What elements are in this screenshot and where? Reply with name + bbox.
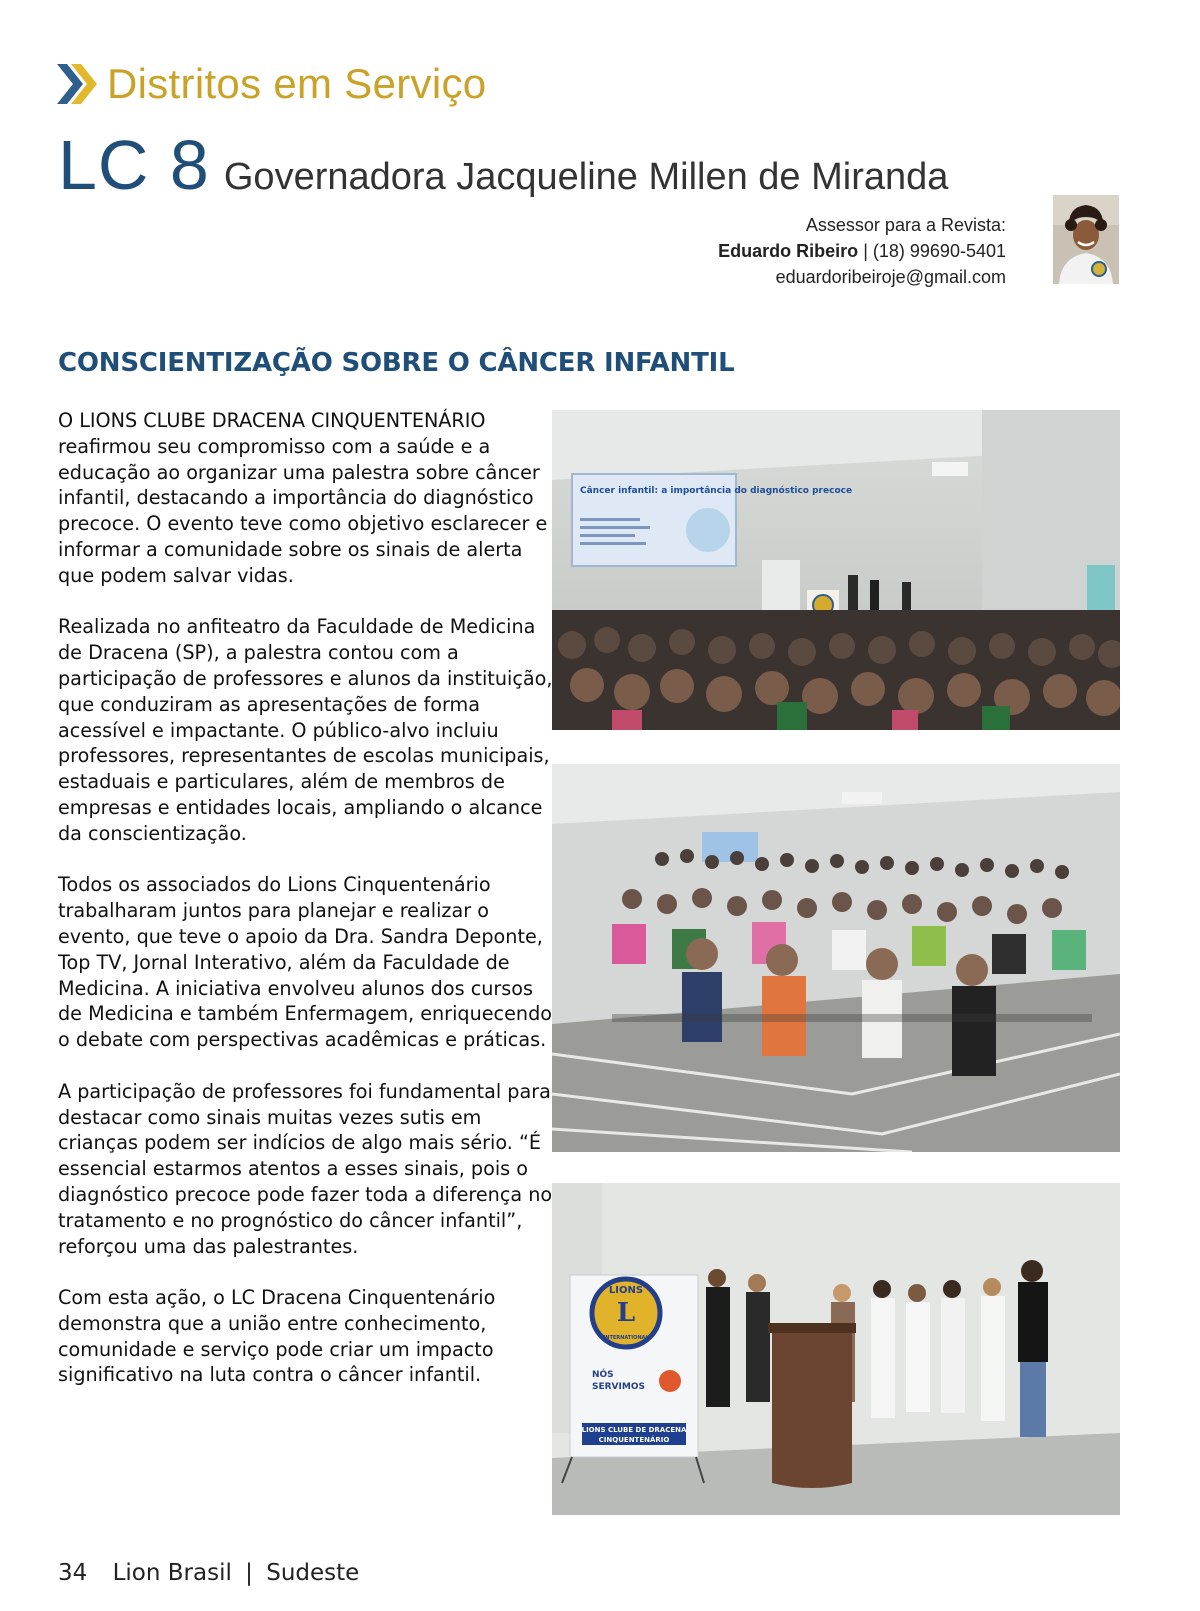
article-headline: CONSCIENTIZAÇÃO SOBRE O CÂNCER INFANTIL [58, 348, 735, 378]
article-paragraph: O LIONS CLUBE DRACENA CINQUENTENÁRIO reafirmou seu compromisso com a saúde e a educação ao organizar uma palestra sobre câncer infantil, destacando a importância do diagnóstico precoce. O evento teve como objetivo esclarecer e informar a comunidade sobre os sinais de alerta que podem salvar vidas. [58, 409, 548, 587]
advisor-label: Assessor para a Revista: [805, 215, 1006, 235]
banner-motto-line2: SERVIMOS [592, 1382, 645, 1392]
article-paragraph: A participação de professores foi fundamental para destacar como sinais muitas vezes sutis em crianças podem ser indícios de algo mais sério. “É essencial estarmos atentos a esses sinais, pois o diagnóstico precoce pode fazer toda a diferença no tratamento e no prognóstico do câncer infantil”, reforçou uma das palestrantes. [58, 1079, 553, 1258]
advisor-phone: (18) 99690-5401 [872, 241, 1006, 261]
advisor-info [718, 212, 1006, 290]
svg-text:L: L [616, 1298, 636, 1328]
page-footer [58, 1560, 359, 1586]
slide-title: Câncer infantil: a importância do diagnóstico precoce [580, 486, 853, 496]
advisor-name: Eduardo Ribeiro [718, 241, 859, 261]
photo-audience [552, 764, 1120, 1152]
footer-separator: | [245, 1560, 253, 1586]
photo-presenters-stage [552, 1183, 1120, 1515]
magazine-name: Lion Brasil [112, 1560, 232, 1586]
banner-club-line2: CINQUENTENÁRIO [598, 1436, 670, 1444]
section-header [57, 58, 486, 110]
magazine-region: Sudeste [266, 1560, 360, 1586]
banner-international-text: INTERNATIONAL [603, 1335, 649, 1341]
advisor-avatar [1053, 195, 1119, 284]
article-paragraph: Todos os associados do Lions Cinquentenário trabalharam juntos para planejar e realizar o evento, que teve o apoio da Dra. Sandra Deponte, Top TV, Jornal Interativo, além da Faculdade de Medicina. A iniciativa envolveu alunos dos cursos de Medicina e também Enfermagem, enriquecendo o debate com perspectivas acadêmicas e práticas. [58, 873, 552, 1052]
advisor-email: eduardoribeiroje@gmail.com [775, 267, 1006, 287]
banner-club-line1: LIONS CLUBE DE DRACENA [581, 1426, 687, 1434]
page-number: 34 [58, 1560, 88, 1586]
banner-lions-text: LIONS [608, 1285, 644, 1296]
governor-name: Governadora Jacqueline Millen de Miranda [223, 156, 949, 198]
chevron-right-icon [57, 62, 99, 106]
photo-auditorium-presentation [552, 410, 1120, 730]
advisor-contact-line [718, 238, 1006, 264]
banner-motto-line1: NÓS [592, 1370, 614, 1380]
advisor-separator: | [863, 241, 868, 261]
section-title: Distritos em Serviço [107, 60, 487, 107]
article-paragraph: Com esta ação, o LC Dracena Cinquentenário demonstra que a união entre conhecimento, comunidade e serviço pode criar um impacto significativo na luta contra o câncer infantil. [58, 1286, 496, 1387]
article-body [58, 408, 558, 1414]
district-heading [58, 126, 949, 204]
article-paragraph: Realizada no anfiteatro da Faculdade de Medicina de Dracena (SP), a palestra contou com a participação de professores e alunos da instituição, que conduziram as apresentações de forma acessível e impactante. O público-alvo incluiu professores, representantes de escolas municipais, estaduais e particulares, além de membros de empresas e entidades locais, ampliando o alcance da conscientização. [58, 615, 553, 845]
district-code: LC 8 [58, 126, 210, 204]
